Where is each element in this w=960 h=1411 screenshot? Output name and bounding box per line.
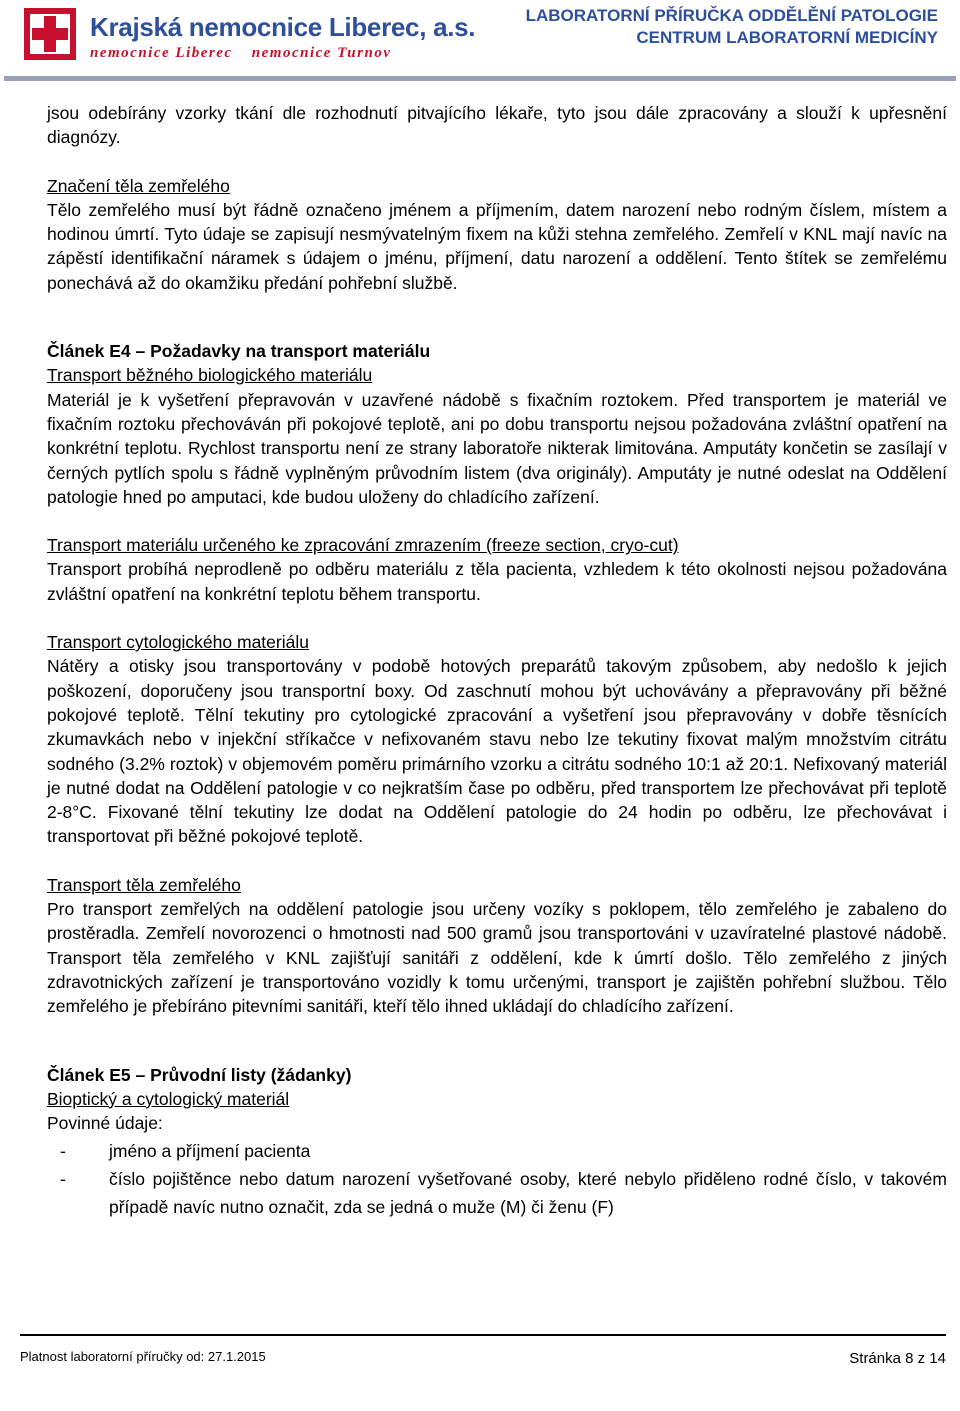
footer-divider <box>20 1334 946 1336</box>
document-title <box>526 5 938 49</box>
hospital-subtitle-turnov: nemocnice Turnov <box>251 45 392 61</box>
intro-paragraph: jsou odebírány vzorky tkání dle rozhodnutí pitvajícího lékaře, tyto jsou dále zpracovány a slouží k upřesnění diagnózy. <box>47 103 947 148</box>
document-title-line-1: LABORATORNÍ PŘÍRUČKA ODDĚLĚNÍ PATOLOGIE <box>525 6 938 25</box>
hospital-name: Krajská nemocnice Liberec, a.s. <box>90 12 476 42</box>
header-divider <box>4 76 956 81</box>
article-heading-e5: Článek E5 – Průvodní listy (žádanky) <box>47 1064 352 1085</box>
article-heading-e4: Článek E4 – Požadavky na transport materiálu <box>47 341 431 362</box>
page-number: Stránka 8 z 14 <box>849 1350 946 1367</box>
list-item: - číslo pojištěnce nebo datum narození vyšetřované osoby, které nebylo přiděleno rodné číslo, v takovém případě navíc nutno označit, zda se jedná o muže (M) či ženu (F) <box>47 1165 947 1221</box>
list-item: - jméno a příjmení pacienta <box>47 1137 947 1165</box>
section-title-marking: Značení těla zemřelého <box>47 175 230 196</box>
hospital-subtitle <box>90 45 405 62</box>
document-body <box>47 101 947 1221</box>
document-title-line-2: CENTRUM LABORATORNÍ MEDICÍNY <box>636 28 938 47</box>
subsection-text-body-transport: Pro transport zemřelých na oddělení patologie jsou určeny vozíky s poklopem, tělo zemřelého je zabaleno do prostěradla. Zemřelí novorozenci o hmotnosti nad 500 gramů jsou transportováni v uzavíratelné plastové nádobě. Transport těla zemřelého v KNL zajišťují sanitáři z oddělení, kde k úmrtí došlo. Tělo zemřelého z jiných zdravotnických zařízení je transportováno vozidly k tomu určenými, transport je zajištěn pohřební službou. Tělo zemřelého je přebíráno pitevními sanitáři, kteří tělo ihned ukládají do chladícího zařízení. <box>47 899 947 1017</box>
required-fields-label: Povinné údaje: <box>47 1113 163 1134</box>
subsection-text-cytology-transport: Nátěry a otisky jsou transportovány v podobě hotových preparátů takovým způsobem, aby nedošlo k jejich poškození, doporučeny jsou transportní boxy. Od zaschnutí mohou být uchovávány a přepravovány při běžné pokojové teplotě. Tělní tekutiny pro cytologické zpracování a vyšetření jsou přepravovány v dobře těsnících zkumavkách nebo v injekční stříkačce v nefixovaném stavu nebo lze tekutiny fixovat malým množstvím citrátu sodného (3.2% roztok) v objemovém poměru primárního vzorku a citrátu sodného 10:1 až 20:1. Nefixovaný materiál je nutné dodat na Oddělení patologie v co nejkratším čase po odběru, před transportem lze přechovávat při teplotě 2-8°C. Fixované tělní tekutiny lze dodat na Oddělení patologie do 24 hodin po odběru, lze přechovávat i transportovat při běžné pokojové teplotě. <box>47 656 947 847</box>
subsection-title-cytology-transport: Transport cytologického materiálu <box>47 632 309 653</box>
subsection-text-frozen-transport: Transport probíhá neprodleně po odběru materiálu z těla pacienta, vzhledem k této okolnosti nejsou požadována zvláštní opatření na konkrétní teplotu během transportu. <box>47 559 947 604</box>
section-text-marking: Tělo zemřelého musí být řádně označeno jménem a příjmením, datem narození nebo rodným číslem, místem a hodinou úmrtí. Tyto údaje se zapisují nesmývatelným fixem na kůži stehna zemřelého. Zemřelí v KNL mají navíc na zápěstí identifikační náramek s údajem o jménu, příjmení, datu narození a oddělení. Tento štítek se zemřelému ponechává až do okamžiku předání pohřební službě. <box>47 199 947 293</box>
subsection-text-standard-transport: Materiál je k vyšetření přepravován v uzavřené nádobě s fixačním roztokem. Před transportem je materiál ve fixačním roztoku přechováván při pokojové teplotě, ani po dobu transportu nejsou požadována zvláštní opatření na konkrétní teplotu. Rychlost transportu není ze strany laboratoře nikterak limitována. Amputáty končetin se zasílají v černých pytlích spolu s řádně vyplněným průvodním listem (dva originály). Amputáty je nutné odeslat na Oddělení patologie hned po amputaci, kde budou uloženy do chladícího zařízení. <box>47 389 947 507</box>
subsection-title-frozen-transport: Transport materiálu určeného ke zpracování zmrazením (freeze section, cryo-cut) <box>47 535 679 556</box>
subsection-title-standard-transport: Transport běžného biologického materiálu <box>47 365 373 386</box>
required-fields-list <box>47 1137 947 1221</box>
subsection-title-bioptic: Bioptický a cytologický materiál <box>47 1088 290 1109</box>
page-header <box>0 0 960 80</box>
hospital-subtitle-liberec: nemocnice Liberec <box>90 45 233 61</box>
subsection-title-body-transport: Transport těla zemřelého <box>47 874 241 895</box>
hospital-cross-logo-icon <box>22 6 78 62</box>
validity-date: Platnost laboratorní příručky od: 27.1.2015 <box>20 1349 266 1364</box>
